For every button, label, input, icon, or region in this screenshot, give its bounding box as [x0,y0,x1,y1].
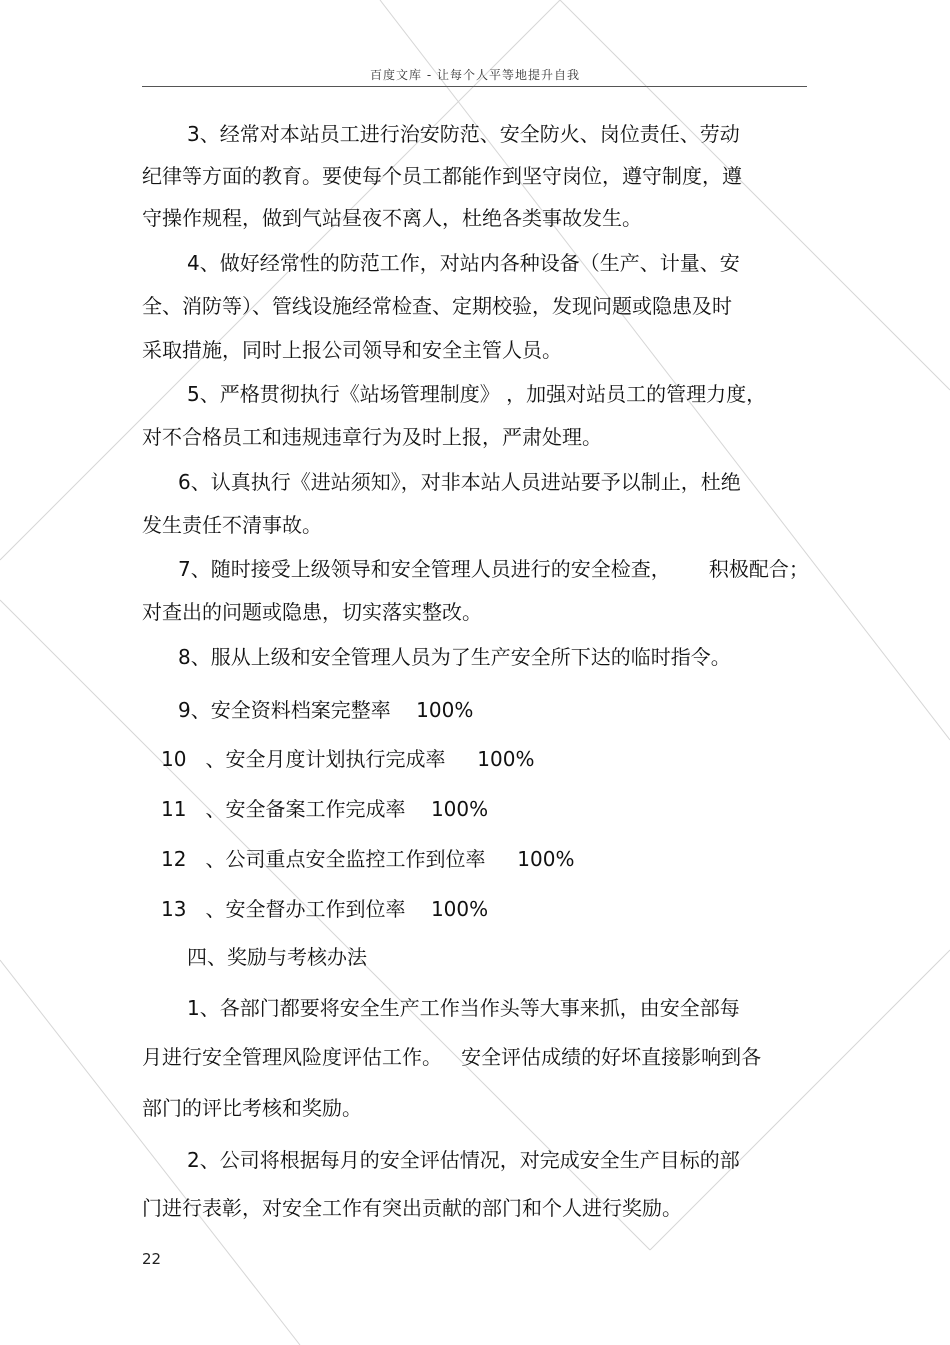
text-line: 发生责任不清事故。 [142,513,322,537]
text-line: 门进行表彰，对安全工作有突出贡献的部门和个人进行奖励。 [142,1196,682,1220]
text-line: 部门的评比考核和奖励。 [142,1096,362,1120]
text-line: 对不合格员工和违规违章行为及时上报，严肃处理。 [142,425,602,449]
text-line: 7、随时接受上级领导和安全管理人员进行的安全检查， 积极配合； [178,557,809,581]
text-line: 4、做好经常性的防范工作，对站内各种设备（生产、计量、安 [187,251,740,275]
text-line: 8、服从上级和安全管理人员为了生产安全所下达的临时指令。 [178,645,731,669]
text-line: 纪律等方面的教育。要使每个员工都能作到坚守岗位，遵守制度，遵 [142,164,742,188]
text-line: 10 、安全月度计划执行完成率 100% [161,747,535,771]
page-header: 百度文库 - 让每个人平等地提升自我 [370,68,580,82]
text-line: 2、公司将根据每月的安全评估情况，对完成安全生产目标的部 [187,1148,740,1172]
text-line: 11 、安全备案工作完成率 100% [161,797,489,821]
text-line: 5、严格贯彻执行《站场管理制度》 ，加强对站员工的管理力度， [187,382,767,406]
text-line: 12 、公司重点安全监控工作到位率 100% [161,847,575,871]
text-line: 月进行安全管理风险度评估工作。 安全评估成绩的好坏直接影响到各 [142,1045,762,1069]
text-line: 对查出的问题或隐患，切实落实整改。 [142,600,482,624]
text-line: 3、经常对本站员工进行治安防范、安全防火、岗位责任、劳动 [187,122,740,146]
text-line: 13 、安全督办工作到位率 100% [161,897,489,921]
text-line: 9、安全资料档案完整率 100% [178,698,474,722]
text-line: 6、认真执行《进站须知》，对非本站人员进站要予以制止，杜绝 [178,470,741,494]
section-heading: 四、奖励与考核办法 [187,945,367,969]
text-line: 守操作规程，做到气站昼夜不离人，杜绝各类事故发生。 [142,206,642,230]
header-divider [142,86,807,87]
text-line: 采取措施，同时上报公司领导和安全主管人员。 [142,338,562,362]
text-line: 1、各部门都要将安全生产工作当作头等大事来抓，由安全部每 [187,996,740,1020]
page-number: 22 [142,1250,162,1268]
text-line: 全、消防等）、管线设施经常检查、定期校验，发现问题或隐患及时 [142,294,732,318]
